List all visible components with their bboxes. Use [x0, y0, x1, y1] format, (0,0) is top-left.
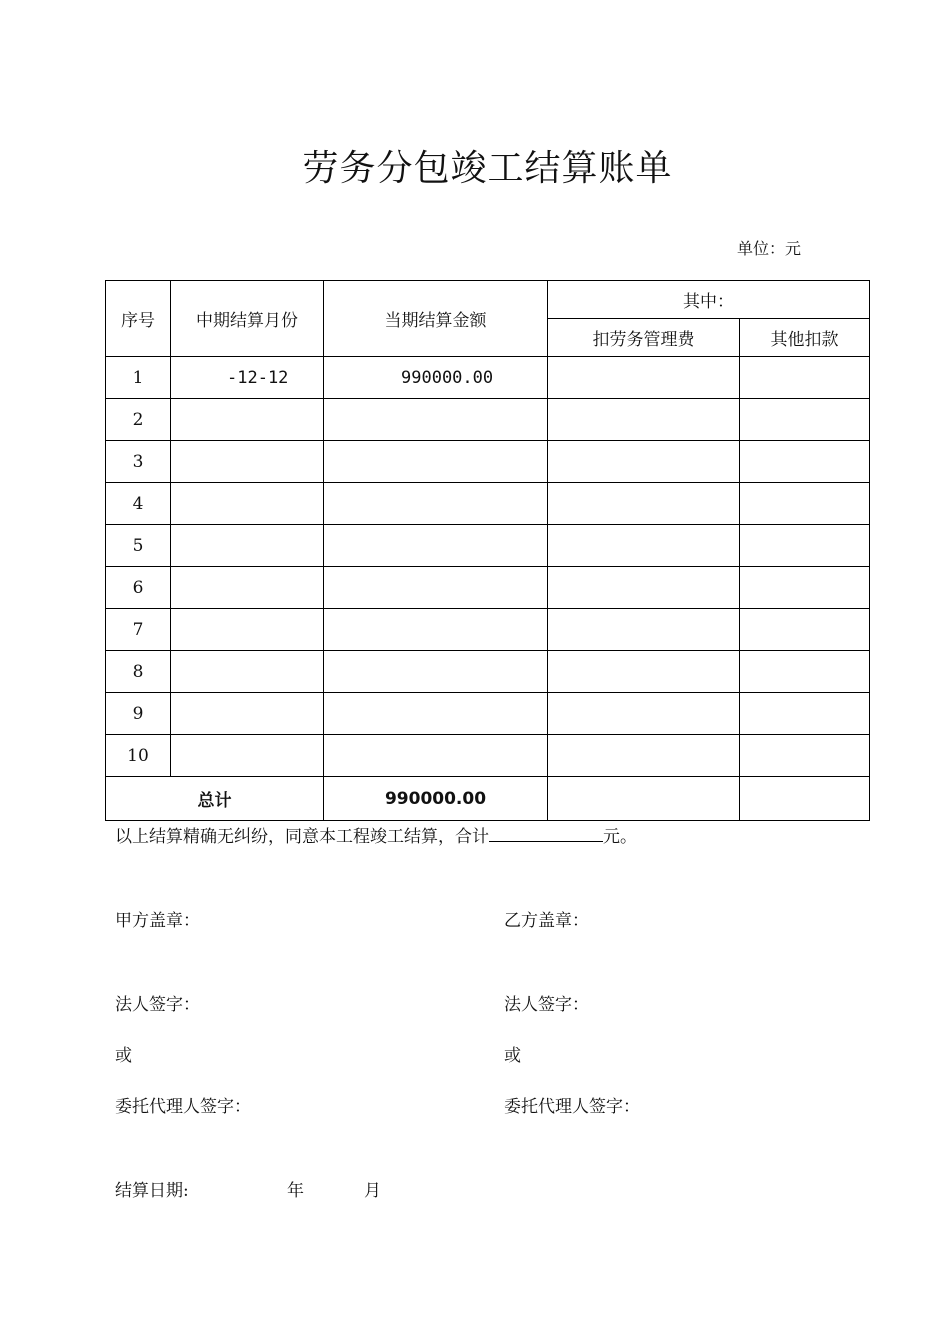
- row-other: [740, 483, 870, 525]
- row-mgmt-fee: [548, 567, 740, 609]
- row-seq: 4: [106, 483, 171, 525]
- row-month: -12-12: [171, 357, 324, 399]
- party-b-legal-sign: 法人签字：: [504, 995, 589, 1015]
- row-seq: 6: [106, 567, 171, 609]
- row-seq: 7: [106, 609, 171, 651]
- table-row: [106, 525, 870, 567]
- row-mgmt-fee: [548, 357, 740, 399]
- settlement-date-year: 年: [287, 1181, 304, 1201]
- row-other: [740, 399, 870, 441]
- row-other: [740, 567, 870, 609]
- row-other: [740, 357, 870, 399]
- row-other: [740, 609, 870, 651]
- row-mgmt-fee: [548, 441, 740, 483]
- settlement-table: [105, 280, 870, 821]
- header-other-deduction: 其他扣款: [740, 319, 870, 357]
- row-amount: [324, 567, 548, 609]
- row-amount: [324, 441, 548, 483]
- row-amount: [324, 483, 548, 525]
- row-other: [740, 651, 870, 693]
- party-a-legal-sign: 法人签字：: [115, 995, 200, 1015]
- settlement-date-label: 结算日期:: [115, 1181, 189, 1201]
- party-a-agent-sign: 委托代理人签字：: [115, 1097, 251, 1117]
- row-seq: 8: [106, 651, 171, 693]
- row-amount: [324, 651, 548, 693]
- table-row: [106, 693, 870, 735]
- row-other: [740, 525, 870, 567]
- row-amount: [324, 735, 548, 777]
- header-of-which: 其中：: [548, 281, 870, 319]
- party-b-or: 或: [504, 1046, 521, 1066]
- row-month: [171, 651, 324, 693]
- row-mgmt-fee: [548, 399, 740, 441]
- total-other: [740, 777, 870, 821]
- row-seq: 5: [106, 525, 171, 567]
- row-month: [171, 441, 324, 483]
- row-month: [171, 483, 324, 525]
- row-seq: 1: [106, 357, 171, 399]
- row-month: [171, 735, 324, 777]
- row-amount: [324, 609, 548, 651]
- row-month: [171, 567, 324, 609]
- row-other: [740, 693, 870, 735]
- table-row: [106, 483, 870, 525]
- row-amount: [324, 399, 548, 441]
- row-month: [171, 609, 324, 651]
- row-other: [740, 735, 870, 777]
- header-mgmt-fee: 扣劳务管理费: [548, 319, 740, 357]
- party-a-or: 或: [115, 1046, 132, 1066]
- row-month: [171, 399, 324, 441]
- total-blank: [489, 825, 603, 842]
- row-mgmt-fee: [548, 735, 740, 777]
- row-seq: 3: [106, 441, 171, 483]
- row-mgmt-fee: [548, 651, 740, 693]
- row-seq: 2: [106, 399, 171, 441]
- unit-label: 单位：元: [737, 239, 802, 258]
- row-mgmt-fee: [548, 609, 740, 651]
- total-label: 总计: [106, 777, 324, 821]
- party-a-seal: 甲方盖章：: [115, 911, 200, 931]
- row-month: [171, 693, 324, 735]
- row-amount: [324, 525, 548, 567]
- row-seq: 10: [106, 735, 171, 777]
- row-amount: [324, 693, 548, 735]
- header-seq: 序号: [106, 281, 171, 357]
- row-mgmt-fee: [548, 693, 740, 735]
- total-row: [106, 777, 870, 821]
- row-mgmt-fee: [548, 483, 740, 525]
- header-amount: 当期结算金额: [324, 281, 548, 357]
- row-other: [740, 441, 870, 483]
- table-row: [106, 735, 870, 777]
- total-amount: 990000.00: [324, 777, 548, 821]
- party-b-agent-sign: 委托代理人签字：: [504, 1097, 640, 1117]
- statement-suffix: 元。: [603, 827, 637, 847]
- table-row: [106, 441, 870, 483]
- row-seq: 9: [106, 693, 171, 735]
- statement-line: [115, 822, 637, 847]
- table-row: [106, 609, 870, 651]
- table-row: [106, 567, 870, 609]
- row-month: [171, 525, 324, 567]
- header-month: 中期结算月份: [171, 281, 324, 357]
- table-row: [106, 357, 870, 399]
- document-title: 劳务分包竣工结算账单: [302, 148, 673, 189]
- row-amount: 990000.00: [324, 357, 548, 399]
- total-mgmt-fee: [548, 777, 740, 821]
- table-row: [106, 651, 870, 693]
- table-row: [106, 399, 870, 441]
- party-b-seal: 乙方盖章：: [504, 911, 589, 931]
- table-header-row: [106, 281, 870, 319]
- row-mgmt-fee: [548, 525, 740, 567]
- settlement-date-month: 月: [364, 1181, 381, 1201]
- statement-text: 以上结算精确无纠纷，同意本工程竣工结算，合计: [115, 827, 489, 847]
